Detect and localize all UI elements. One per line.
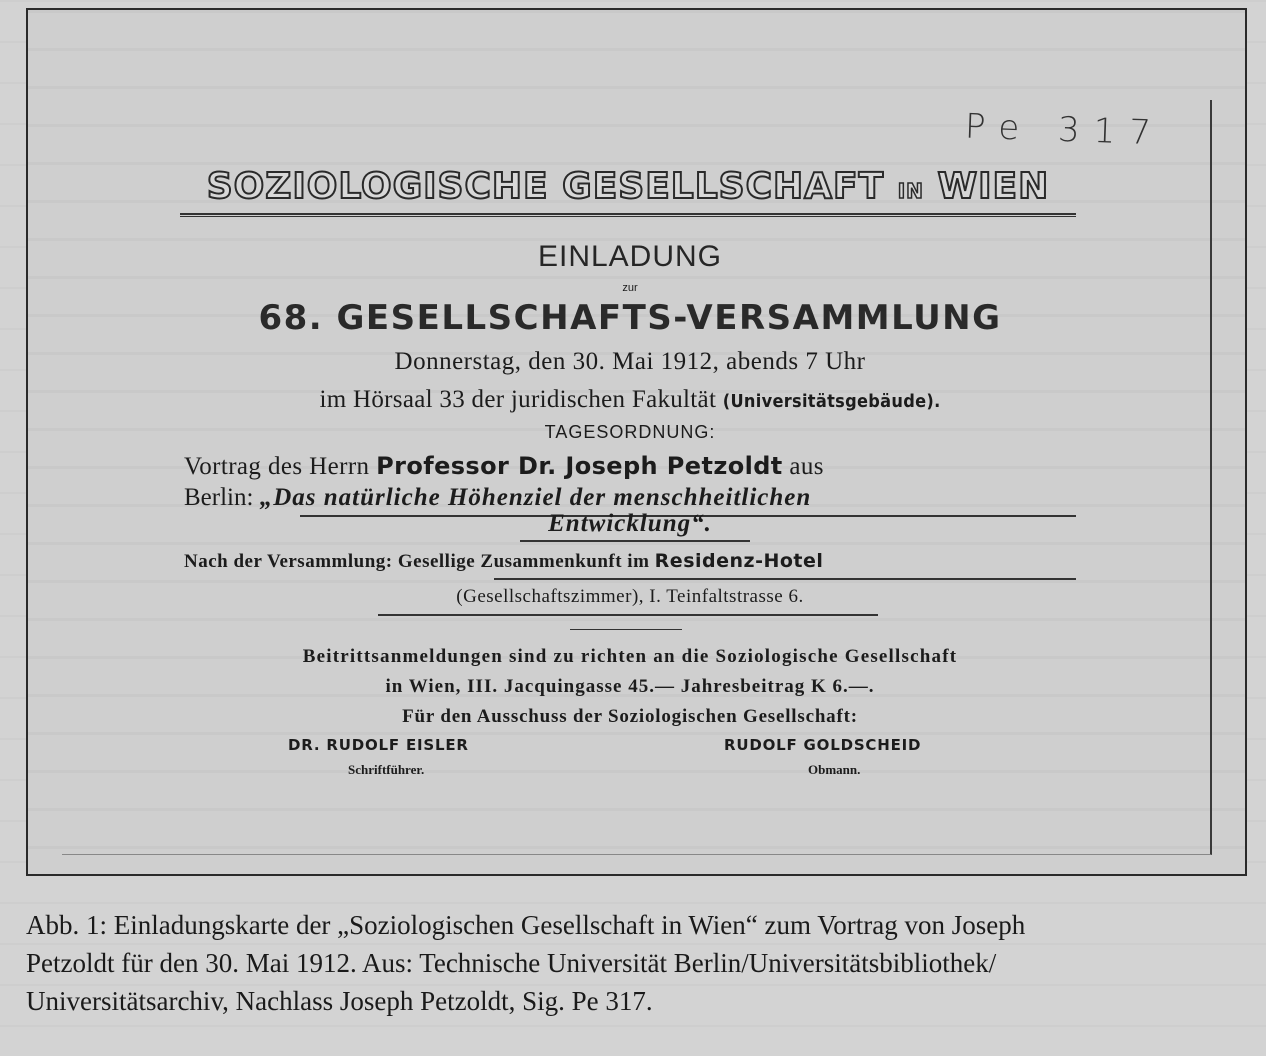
room-line: (Gesellschaftszimmer), I. Teinfaltstrasse 6. [456,586,804,607]
zur-word: zur [622,282,638,294]
location-text: im Hörsaal 33 der juridischen Fakultät [319,386,717,413]
origin-label: Berlin: [184,484,254,511]
society-in: IN [897,179,924,203]
society-name: SOZIOLOGISCHE GESELLSCHAFT [206,166,885,207]
after-text: Gesellige Zusammenkunft im [397,551,650,572]
society-city: WIEN [937,166,1050,207]
lecturer-name: Professor Dr. Joseph Petzoldt [376,452,783,480]
agenda-heading: TAGESORDNUNG: [544,422,716,442]
meeting-title: 68. GESELLSCHAFTS-VERSAMMLUNG [258,298,1002,338]
caption-line-3: Universitätsarchiv, Nachlass Joseph Petzoldt, Sig. Pe 317. [26,986,653,1016]
after-meeting-line [184,550,823,573]
lecture-suffix: aus [789,453,824,480]
handwritten-shelfmark: Pe 317 [964,106,1166,154]
invitation-heading: EINLADUNG [537,240,723,273]
lecture-title-line [184,484,811,512]
signatory-2-role: Obmann. [808,762,861,777]
section-divider [570,629,682,630]
lecture-title-1: „Das natürliche Höhenziel der menschheitlichen [259,484,812,511]
signatory-2-name: RUDOLF GOLDSCHEID [724,736,922,754]
membership-line-1: Beitrittsanmeldungen sind zu richten an die Soziologische Gesellschaft [302,646,958,667]
committee-line: Für den Ausschuss der Soziologischen Gesellschaft: [402,706,858,727]
lecture-title-2: Entwicklung“. [548,510,712,537]
society-underline [180,213,1076,217]
after-prefix: Nach der Versammlung: [184,551,393,572]
society-heading [180,166,1076,218]
hotel-underline [494,578,1076,580]
location-line [150,386,1110,414]
signatory-1-role: Schriftführer. [348,762,425,777]
lecture-prefix: Vortrag des Herrn [184,453,370,480]
signatory-1-name: DR. RUDOLF EISLER [288,736,469,754]
hotel-name: Residenz-Hotel [654,550,824,572]
lecture-line [184,452,824,481]
location-note: (Universitätsgebäude). [722,391,941,412]
room-underline [378,614,878,616]
title-underline-2 [520,540,750,542]
membership-line-2: in Wien, III. Jacquingasse 45.— Jahresbeitrag K 6.—. [385,676,875,697]
date-line: Donnerstag, den 30. Mai 1912, abends 7 Uhr [394,348,866,375]
caption-line-1: Abb. 1: Einladungskarte der „Soziologischen Gesellschaft in Wien“ zum Vortrag von Joseph [26,910,1026,940]
figure-caption [26,906,1256,1020]
caption-line-2: Petzoldt für den 30. Mai 1912. Aus: Technische Universität Berlin/Universitätsbibliothek/ [26,948,997,978]
